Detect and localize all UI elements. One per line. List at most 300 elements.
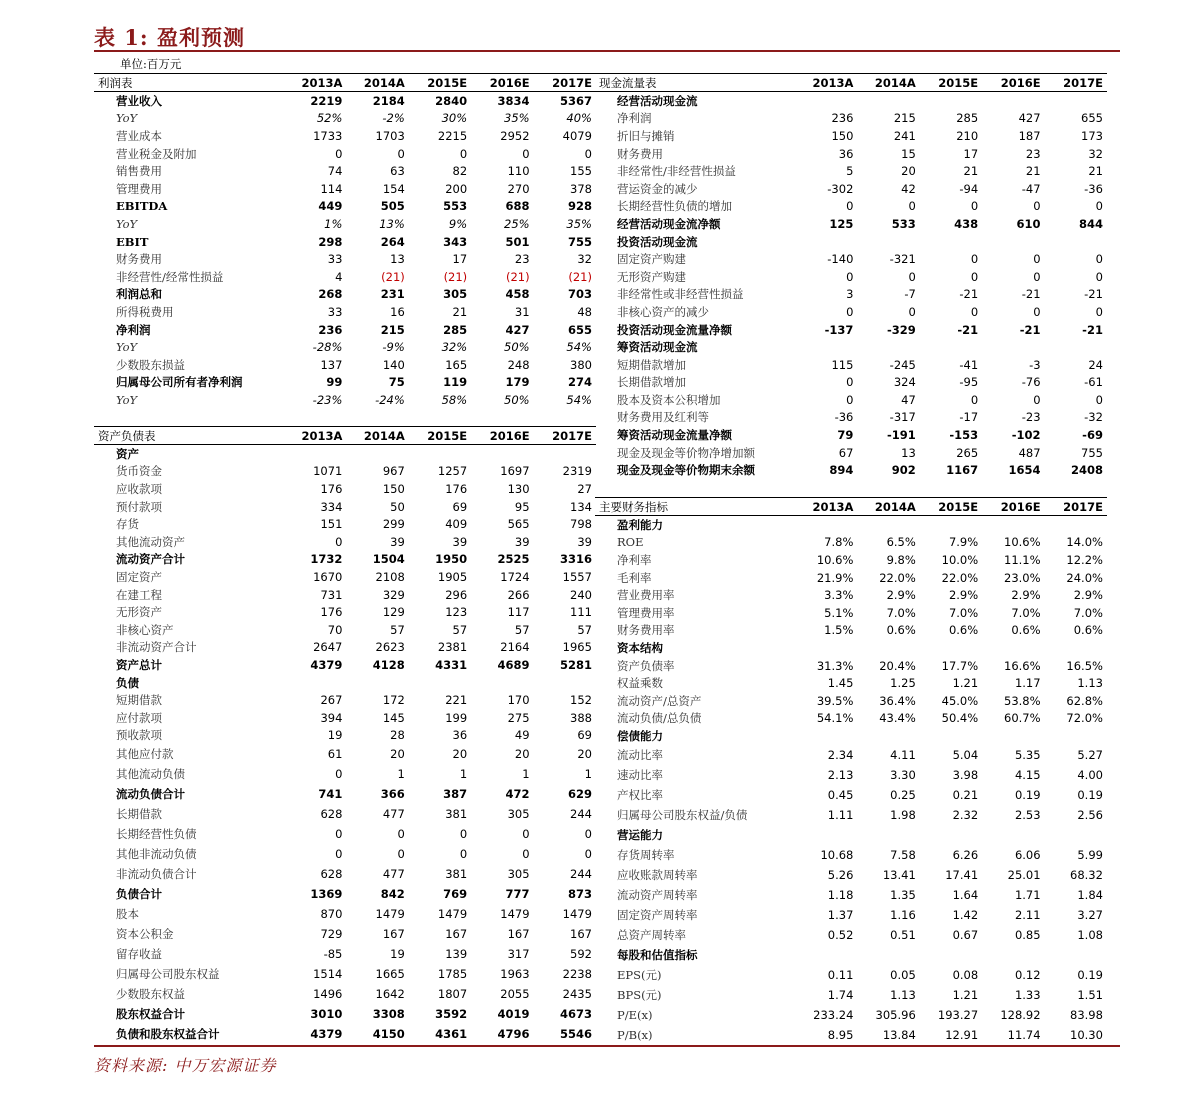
table-cell: 902 xyxy=(891,463,916,478)
table-row xyxy=(595,639,1107,657)
row-label: 留存收益 xyxy=(116,947,162,962)
table-cell: 54% xyxy=(566,392,592,407)
row-label: 归属母公司股东权益 xyxy=(116,967,220,982)
table-cell: 3.98 xyxy=(952,767,979,782)
table-cell: 35% xyxy=(566,216,592,231)
table-cell: 111 xyxy=(570,605,592,620)
title-rule xyxy=(94,50,1120,52)
table-cell: 6.06 xyxy=(1014,847,1041,862)
table-cell: 285 xyxy=(956,111,979,126)
table-cell: 17.7% xyxy=(941,658,979,673)
table-cell: 1479 xyxy=(375,907,405,922)
row-label: 折旧与摊销 xyxy=(617,128,675,143)
row-label: 长期借款 xyxy=(116,807,162,822)
row-label: 盈利能力 xyxy=(617,517,663,532)
row-label: YoY xyxy=(116,216,138,231)
table-cell: 60.7% xyxy=(1004,711,1041,726)
table-cell: 381 xyxy=(445,867,468,882)
table-cell: 870 xyxy=(320,907,343,922)
table-cell: 110 xyxy=(507,164,530,179)
table-row xyxy=(595,925,1107,945)
table-cell: 129 xyxy=(382,605,405,620)
table-row xyxy=(94,338,596,356)
row-label: 毛利率 xyxy=(617,570,652,585)
table-row xyxy=(595,745,1107,765)
table-cell: 3316 xyxy=(559,552,592,567)
table-cell: 53.8% xyxy=(1004,693,1041,708)
table-cell: 427 xyxy=(505,322,530,337)
table-row xyxy=(94,215,596,233)
row-label: 流动资产周转率 xyxy=(617,887,698,902)
table-cell: 842 xyxy=(380,887,405,902)
row-label: 流动资产合计 xyxy=(116,552,185,567)
year-header: 2017E xyxy=(1063,75,1103,90)
row-label: 其他流动负债 xyxy=(116,767,185,782)
table-cell: -137 xyxy=(824,322,854,337)
table-cell: 0 xyxy=(908,304,916,319)
table-cell: 4150 xyxy=(372,1027,405,1042)
table-row xyxy=(595,409,1107,427)
table-cell: 266 xyxy=(507,587,530,602)
table-row xyxy=(595,391,1107,409)
table-cell: 3834 xyxy=(497,93,530,108)
row-label: 所得税费用 xyxy=(116,304,174,319)
table-cell: 27 xyxy=(577,481,592,496)
cashflow-table xyxy=(595,73,1107,479)
table-row xyxy=(94,533,596,551)
table-cell: 7.8% xyxy=(824,535,854,550)
table-cell: 210 xyxy=(956,128,979,143)
table-cell: 0.67 xyxy=(952,927,979,942)
table-cell: 17 xyxy=(452,252,468,267)
row-label: 存货周转率 xyxy=(617,847,675,862)
row-label: 固定资产购建 xyxy=(617,252,686,267)
row-label: 流动资产/总资产 xyxy=(617,693,702,708)
table-row xyxy=(94,586,596,604)
table-cell: 1905 xyxy=(437,569,468,584)
table-cell: 1.51 xyxy=(1077,987,1103,1002)
table-row xyxy=(94,1024,596,1044)
table-cell: 2.11 xyxy=(1014,907,1041,922)
table-cell: 0 xyxy=(970,252,979,267)
table-cell: 4673 xyxy=(559,1007,592,1022)
table-cell: 187 xyxy=(1018,128,1041,143)
table-cell: 62.8% xyxy=(1066,693,1103,708)
table-cell: 50 xyxy=(390,499,405,514)
table-cell: -47 xyxy=(1021,181,1041,196)
row-label: 营业收入 xyxy=(116,93,162,108)
table-row xyxy=(595,727,1107,745)
table-cell: -245 xyxy=(889,357,916,372)
year-header: 2017E xyxy=(552,428,592,443)
table-cell: 0.08 xyxy=(952,967,979,982)
table-cell: -21 xyxy=(1082,322,1103,337)
table-cell: 231 xyxy=(380,287,405,302)
table-cell: 2.34 xyxy=(827,747,854,762)
table-cell: 5367 xyxy=(559,93,592,108)
table-cell: -153 xyxy=(949,428,979,443)
table-cell: 39 xyxy=(577,534,592,549)
table-row xyxy=(595,321,1107,339)
table-row xyxy=(94,391,596,409)
table-cell: 21 xyxy=(452,304,468,319)
table-cell: 5.1% xyxy=(824,605,854,620)
table-cell: 844 xyxy=(1078,216,1103,231)
table-row xyxy=(595,268,1107,286)
table-cell: 629 xyxy=(567,787,592,802)
table-row xyxy=(595,92,1107,110)
table-cell: 1.33 xyxy=(1014,987,1041,1002)
table-cell: 248 xyxy=(507,357,530,372)
table-row xyxy=(94,764,596,784)
table-cell: 501 xyxy=(505,234,530,249)
table-cell: 2.9% xyxy=(1011,588,1041,603)
table-cell: 305 xyxy=(443,287,468,302)
table-cell: 33 xyxy=(327,304,343,319)
table-cell: 14.0% xyxy=(1066,535,1103,550)
table-cell: 1 xyxy=(397,767,405,782)
table-cell: 12.2% xyxy=(1066,552,1103,567)
table-cell: 741 xyxy=(318,787,343,802)
table-cell: 0 xyxy=(335,146,343,161)
row-label: 其他应付款 xyxy=(116,747,174,762)
table-row xyxy=(94,984,596,1004)
table-cell: 150 xyxy=(382,481,405,496)
table-cell: -140 xyxy=(827,252,854,267)
table-row xyxy=(595,805,1107,825)
table-row xyxy=(595,586,1107,604)
table-row xyxy=(94,286,596,304)
table-row xyxy=(595,945,1107,965)
table-cell: 23 xyxy=(514,252,530,267)
table-cell: 70 xyxy=(327,622,343,637)
table-cell: 1167 xyxy=(946,463,979,478)
table-cell: 42 xyxy=(901,181,916,196)
table-cell: 9.8% xyxy=(886,552,916,567)
table-cell: 54% xyxy=(566,340,592,355)
table-cell: 0 xyxy=(846,269,854,284)
income-statement-table xyxy=(94,73,596,409)
table-cell: 628 xyxy=(320,867,343,882)
table-cell: 655 xyxy=(1081,111,1103,126)
table-cell: 1.98 xyxy=(890,807,916,822)
table-cell: 151 xyxy=(320,517,343,532)
table-cell: 1071 xyxy=(313,464,343,479)
table-row xyxy=(595,534,1107,552)
table-row xyxy=(94,321,596,339)
table-cell: 755 xyxy=(567,234,592,249)
table-cell: 57 xyxy=(390,622,405,637)
table-cell: 1.21 xyxy=(952,987,979,1002)
table-cell: 114 xyxy=(320,181,343,196)
row-label: 营业成本 xyxy=(116,128,162,143)
table-cell: 2.32 xyxy=(952,807,979,822)
table-cell: 427 xyxy=(1018,111,1041,126)
row-label: 流动负债合计 xyxy=(116,787,185,802)
table-cell: 19 xyxy=(327,728,343,743)
ratios-header-label: 主要财务指标 xyxy=(599,499,668,514)
row-label: 流动负债/总负债 xyxy=(617,711,702,726)
table-cell: 139 xyxy=(445,947,468,962)
table-cell: (21) xyxy=(568,269,592,284)
year-header: 2017E xyxy=(1063,499,1103,514)
table-cell: 4379 xyxy=(310,657,343,672)
table-cell: 2319 xyxy=(562,464,592,479)
table-row xyxy=(595,985,1107,1005)
table-row xyxy=(94,250,596,268)
table-cell: 176 xyxy=(445,481,468,496)
table-row xyxy=(595,250,1107,268)
balance-header-row xyxy=(94,426,596,445)
table-row xyxy=(595,426,1107,444)
table-cell: 11.74 xyxy=(1007,1027,1041,1042)
table-cell: 25.01 xyxy=(1007,867,1041,882)
table-cell: 3.3% xyxy=(824,588,854,603)
table-cell: 0.6% xyxy=(1011,623,1041,638)
row-label: 固定资产周转率 xyxy=(617,907,698,922)
cashflow-header-label: 现金流量表 xyxy=(599,75,657,90)
table-cell: 50.4% xyxy=(941,711,979,726)
table-cell: 0 xyxy=(1033,269,1041,284)
table-cell: 1950 xyxy=(435,552,468,567)
table-cell: 176 xyxy=(320,481,343,496)
table-cell: 2184 xyxy=(372,93,405,108)
table-cell: 1.5% xyxy=(824,623,854,638)
table-cell: 1724 xyxy=(500,569,530,584)
table-cell: 21 xyxy=(1025,164,1041,179)
row-label: YoY xyxy=(116,111,138,126)
table-cell: 0 xyxy=(908,269,916,284)
table-row xyxy=(595,516,1107,534)
table-cell: 2623 xyxy=(375,640,405,655)
row-label: 营业费用率 xyxy=(617,588,675,603)
table-cell: 0 xyxy=(584,827,592,842)
table-cell: 0 xyxy=(1095,252,1103,267)
table-cell: 0 xyxy=(459,847,468,862)
table-cell: 1479 xyxy=(437,907,468,922)
table-cell: 140 xyxy=(382,357,405,372)
table-row xyxy=(94,463,596,481)
table-cell: 152 xyxy=(570,693,592,708)
table-cell: 1.37 xyxy=(827,907,854,922)
unit-label: 单位:百万元 xyxy=(120,57,182,71)
year-header: 2015E xyxy=(427,428,468,443)
table-cell: 32 xyxy=(577,252,592,267)
table-cell: 1703 xyxy=(375,128,405,143)
table-cell: 1.84 xyxy=(1077,887,1103,902)
row-label: 非流动资产合计 xyxy=(116,640,197,655)
table-cell: 0 xyxy=(1095,269,1103,284)
table-cell: 1.17 xyxy=(1014,676,1041,691)
table-cell: 1965 xyxy=(562,640,592,655)
table-cell: 40% xyxy=(566,111,592,126)
table-cell: 3 xyxy=(846,287,854,302)
row-label: 筹资活动现金流 xyxy=(617,340,698,355)
table-row xyxy=(595,303,1107,321)
table-cell: 117 xyxy=(507,605,530,620)
table-cell: 31.3% xyxy=(816,658,854,673)
table-cell: 381 xyxy=(445,807,468,822)
table-cell: 0.6% xyxy=(948,623,979,638)
table-cell: 13 xyxy=(901,445,916,460)
table-cell: 1.16 xyxy=(890,907,916,922)
financial-ratios-table xyxy=(595,497,1107,1045)
table-cell: 52% xyxy=(316,111,343,126)
row-label: YoY xyxy=(116,392,138,407)
row-label: 长期借款增加 xyxy=(617,375,686,390)
table-cell: 2952 xyxy=(500,128,530,143)
table-row xyxy=(94,691,596,709)
table-cell: 0 xyxy=(397,146,405,161)
table-cell: 688 xyxy=(505,199,530,214)
table-cell: 0 xyxy=(335,847,343,862)
table-cell: 487 xyxy=(1018,445,1041,460)
row-label: 销售费用 xyxy=(116,164,162,179)
table-cell: -17 xyxy=(959,410,979,425)
table-cell: 20 xyxy=(901,164,916,179)
table-row xyxy=(94,824,596,844)
table-row xyxy=(595,127,1107,145)
table-cell: 36.4% xyxy=(879,693,916,708)
table-cell: 1807 xyxy=(437,987,468,1002)
table-cell: 236 xyxy=(318,322,343,337)
row-label: 少数股东损益 xyxy=(116,357,185,372)
row-label: EPS(元) xyxy=(617,967,662,982)
table-row xyxy=(595,338,1107,356)
row-label: 财务费用 xyxy=(116,252,162,267)
row-label: 负债合计 xyxy=(116,887,162,902)
table-cell: 7.0% xyxy=(1073,605,1103,620)
table-row xyxy=(94,727,596,745)
table-cell: 233.24 xyxy=(813,1007,854,1022)
table-cell: 7.0% xyxy=(1011,605,1041,620)
table-row xyxy=(595,162,1107,180)
table-cell: 150 xyxy=(831,128,854,143)
table-cell: 1479 xyxy=(562,907,592,922)
year-header: 2014A xyxy=(874,75,916,90)
table-cell: 58% xyxy=(441,392,468,407)
table-cell: 75 xyxy=(388,375,405,390)
table-cell: 23 xyxy=(1025,146,1041,161)
table-row xyxy=(94,445,596,463)
table-cell: -21 xyxy=(1021,287,1041,302)
table-cell: -28% xyxy=(312,340,343,355)
table-cell: 366 xyxy=(380,787,405,802)
table-cell: (21) xyxy=(381,269,405,284)
table-cell: 0 xyxy=(584,847,592,862)
table-cell: 2.9% xyxy=(886,588,916,603)
table-cell: 0 xyxy=(522,146,530,161)
table-cell: 1369 xyxy=(310,887,343,902)
table-cell: 244 xyxy=(570,807,592,822)
year-header: 2016E xyxy=(1000,75,1041,90)
table-cell: 125 xyxy=(829,216,854,231)
table-cell: 24.0% xyxy=(1066,570,1103,585)
table-cell: 79 xyxy=(837,428,854,443)
table-cell: 928 xyxy=(567,199,592,214)
table-cell: 57 xyxy=(452,622,468,637)
table-cell: 17 xyxy=(963,146,979,161)
row-label: 投资活动现金流 xyxy=(617,234,698,249)
table-row xyxy=(94,603,596,621)
table-cell: 449 xyxy=(318,199,343,214)
row-label: 负债和股东权益合计 xyxy=(116,1027,220,1042)
table-cell: 1785 xyxy=(437,967,468,982)
table-cell: 2164 xyxy=(500,640,530,655)
table-cell: 2408 xyxy=(1070,463,1103,478)
table-cell: 6.5% xyxy=(886,535,916,550)
table-cell: 22.0% xyxy=(879,570,916,585)
table-cell: 0 xyxy=(846,304,854,319)
row-label: 投资活动现金流量净额 xyxy=(617,322,732,337)
row-label: 其他非流动负债 xyxy=(116,847,197,862)
table-cell: 0.05 xyxy=(890,967,916,982)
table-cell: 32% xyxy=(441,340,468,355)
table-cell: 1.18 xyxy=(827,887,854,902)
table-cell: 35% xyxy=(504,111,530,126)
table-cell: 305 xyxy=(507,807,530,822)
table-cell: 10.30 xyxy=(1070,1027,1103,1042)
table-row xyxy=(595,1025,1107,1045)
row-label: 流动比率 xyxy=(617,747,663,762)
table-cell: 378 xyxy=(570,181,592,196)
row-label: 非经常性/非经营性损益 xyxy=(617,164,736,179)
row-label: 资产总计 xyxy=(116,657,162,672)
table-row xyxy=(595,444,1107,462)
table-cell: 1.13 xyxy=(890,987,916,1002)
table-cell: 0.52 xyxy=(827,927,854,942)
table-cell: 20 xyxy=(577,747,592,762)
table-cell: 1.74 xyxy=(827,987,854,1002)
table-cell: 200 xyxy=(445,181,468,196)
row-label: 股本及资本公积增加 xyxy=(617,392,721,407)
table-cell: 2.9% xyxy=(1073,588,1103,603)
table-cell: 0 xyxy=(397,847,405,862)
table-cell: 0 xyxy=(397,827,405,842)
table-cell: 68.32 xyxy=(1070,867,1103,882)
table-cell: 167 xyxy=(382,927,405,942)
table-cell: 15 xyxy=(901,146,916,161)
table-cell: 264 xyxy=(380,234,405,249)
table-cell: 458 xyxy=(505,287,530,302)
table-row xyxy=(94,964,596,984)
table-cell: -317 xyxy=(889,410,916,425)
table-cell: 43.4% xyxy=(879,711,916,726)
table-cell: -36 xyxy=(834,410,854,425)
table-cell: 16.6% xyxy=(1004,658,1041,673)
row-label: 股东权益合计 xyxy=(116,1007,185,1022)
table-cell: 1.64 xyxy=(952,887,979,902)
table-cell: 5.04 xyxy=(952,747,979,762)
table-row xyxy=(595,885,1107,905)
year-header: 2015E xyxy=(938,499,979,514)
table-cell: -23 xyxy=(1021,410,1041,425)
table-row xyxy=(595,865,1107,885)
table-cell: 215 xyxy=(893,111,916,126)
row-label: 权益乘数 xyxy=(617,676,663,691)
table-cell: 1496 xyxy=(313,987,343,1002)
row-label: 偿债能力 xyxy=(617,728,663,743)
table-cell: 24 xyxy=(1088,357,1103,372)
table-row xyxy=(94,784,596,804)
table-cell: 83.98 xyxy=(1070,1007,1103,1022)
table-cell: 30% xyxy=(441,111,468,126)
table-cell: 1.35 xyxy=(890,887,916,902)
table-cell: 82 xyxy=(452,164,468,179)
table-cell: 1963 xyxy=(500,967,530,982)
table-cell: 4 xyxy=(335,269,343,284)
year-header: 2015E xyxy=(427,75,468,90)
